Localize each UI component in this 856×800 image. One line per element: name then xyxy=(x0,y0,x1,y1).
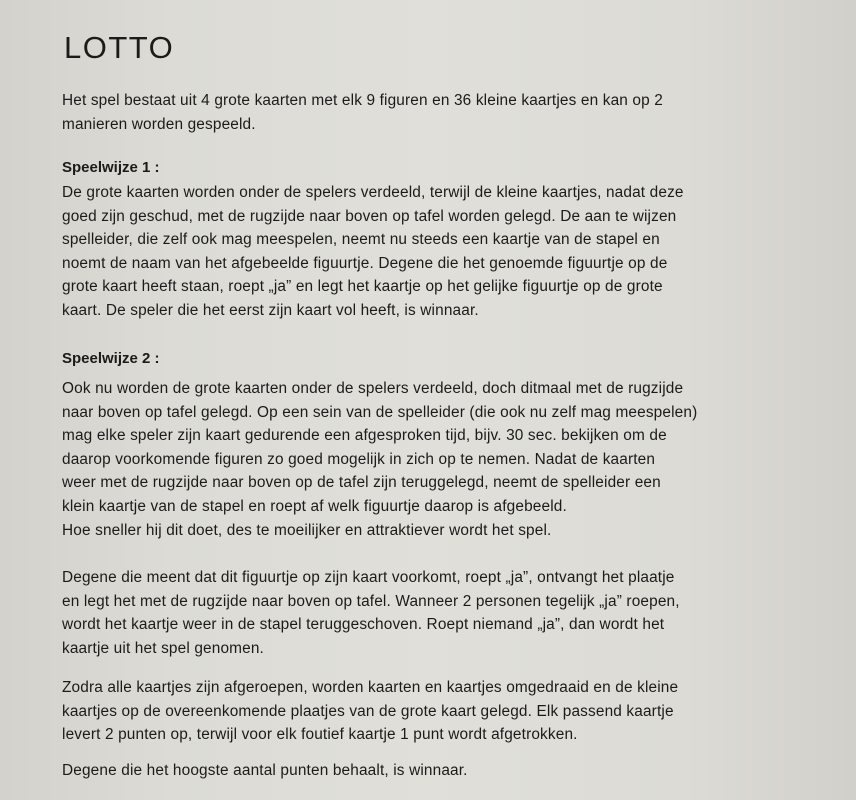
section-2-line: Degene die meent dat dit figuurtje op zijn kaart voorkomt, roept „ja”, ontvangt het plaatje xyxy=(62,569,675,586)
section-1-line: grote kaart heeft staan, roept „ja” en legt het kaartje op het gelijke figuurtje op de grote xyxy=(62,278,663,296)
section-1-heading: Speelwijze 1 : xyxy=(62,159,160,176)
section-2-line: Hoe sneller hij dit doet, des te moeilijker en attraktiever wordt het spel. xyxy=(62,521,552,539)
section-2 xyxy=(62,348,802,370)
section-2-heading: Speelwijze 2 : xyxy=(62,350,160,367)
section-2-paragraph-4 xyxy=(62,759,802,783)
section-2-line: naar boven op tafel gelegd. Op een sein van de spelleider (die ook nu zelf mag meespelen) xyxy=(62,403,698,421)
section-2-line: klein kaartje van de stapel en roept af welk figuurtje daarop is afgebeeld. xyxy=(62,497,567,515)
section-2-line: Degene die het hoogste aantal punten behaalt, is winnaar. xyxy=(62,762,468,779)
section-2-paragraph-2 xyxy=(62,566,802,660)
section-2-line: levert 2 punten op, terwijl voor elk foutief kaartje 1 punt wordt afgetrokken. xyxy=(62,726,578,744)
section-1-line: De grote kaarten worden onder de spelers verdeeld, terwijl de kleine kaartjes, nadat deze xyxy=(62,184,684,201)
section-2-line: daarop voorkomende figuren zo goed mogelijk in zich op te nemen. Nadat de kaarten xyxy=(62,450,656,468)
section-2-line: en legt het met de rugzijde naar boven op tafel. Wanneer 2 personen tegelijk „ja” roepen, xyxy=(62,592,680,610)
page-title: LOTTO xyxy=(64,30,175,65)
section-2-line: wordt het kaartje weer in de stapel teruggeschoven. Roept niemand „ja”, dan wordt het xyxy=(62,616,665,634)
section-2-paragraph-3 xyxy=(62,676,802,747)
section-1-line: kaart. De speler die het eerst zijn kaart vol heeft, is winnaar. xyxy=(62,301,479,319)
section-1-line: noemt de naam van het afgebeelde figuurtje. Degene die het genoemde figuurtje op de xyxy=(62,254,668,272)
section-2-line: Ook nu worden de grote kaarten onder de spelers verdeeld, doch ditmaal met de rugzijde xyxy=(62,380,684,397)
intro-paragraph xyxy=(62,89,802,136)
section-1-line: goed zijn geschud, met de rugzijde naar boven op tafel worden gelegd. De aan te wijzen xyxy=(62,207,677,225)
section-2-line: mag elke speler zijn kaart gedurende een afgesproken tijd, bijv. 30 sec. bekijken om de xyxy=(62,427,667,445)
section-1 xyxy=(62,157,802,179)
section-2-line: weer met de rugzijde naar boven op de tafel zijn teruggelegd, neemt de spelleider een xyxy=(62,474,661,492)
section-1-line: spelleider, die zelf ook mag meespelen, neemt nu steeds een kaartje van de stapel en xyxy=(62,231,660,249)
section-2-line: kaartjes op de overeenkomende plaatjes van de grote kaart gelegd. Elk passend kaartje xyxy=(62,702,674,720)
intro-line: Het spel bestaat uit 4 grote kaarten met elk 9 figuren en 36 kleine kaartjes en kan op 2 xyxy=(62,92,663,109)
section-1-body xyxy=(62,181,802,323)
intro-line: manieren worden gespeeld. xyxy=(62,115,256,133)
section-2-line: kaartje uit het spel genomen. xyxy=(62,639,264,657)
section-2-paragraph-1 xyxy=(62,377,802,542)
section-2-line: Zodra alle kaartjes zijn afgeroepen, worden kaarten en kaartjes omgedraaid en de kleine xyxy=(62,679,679,696)
